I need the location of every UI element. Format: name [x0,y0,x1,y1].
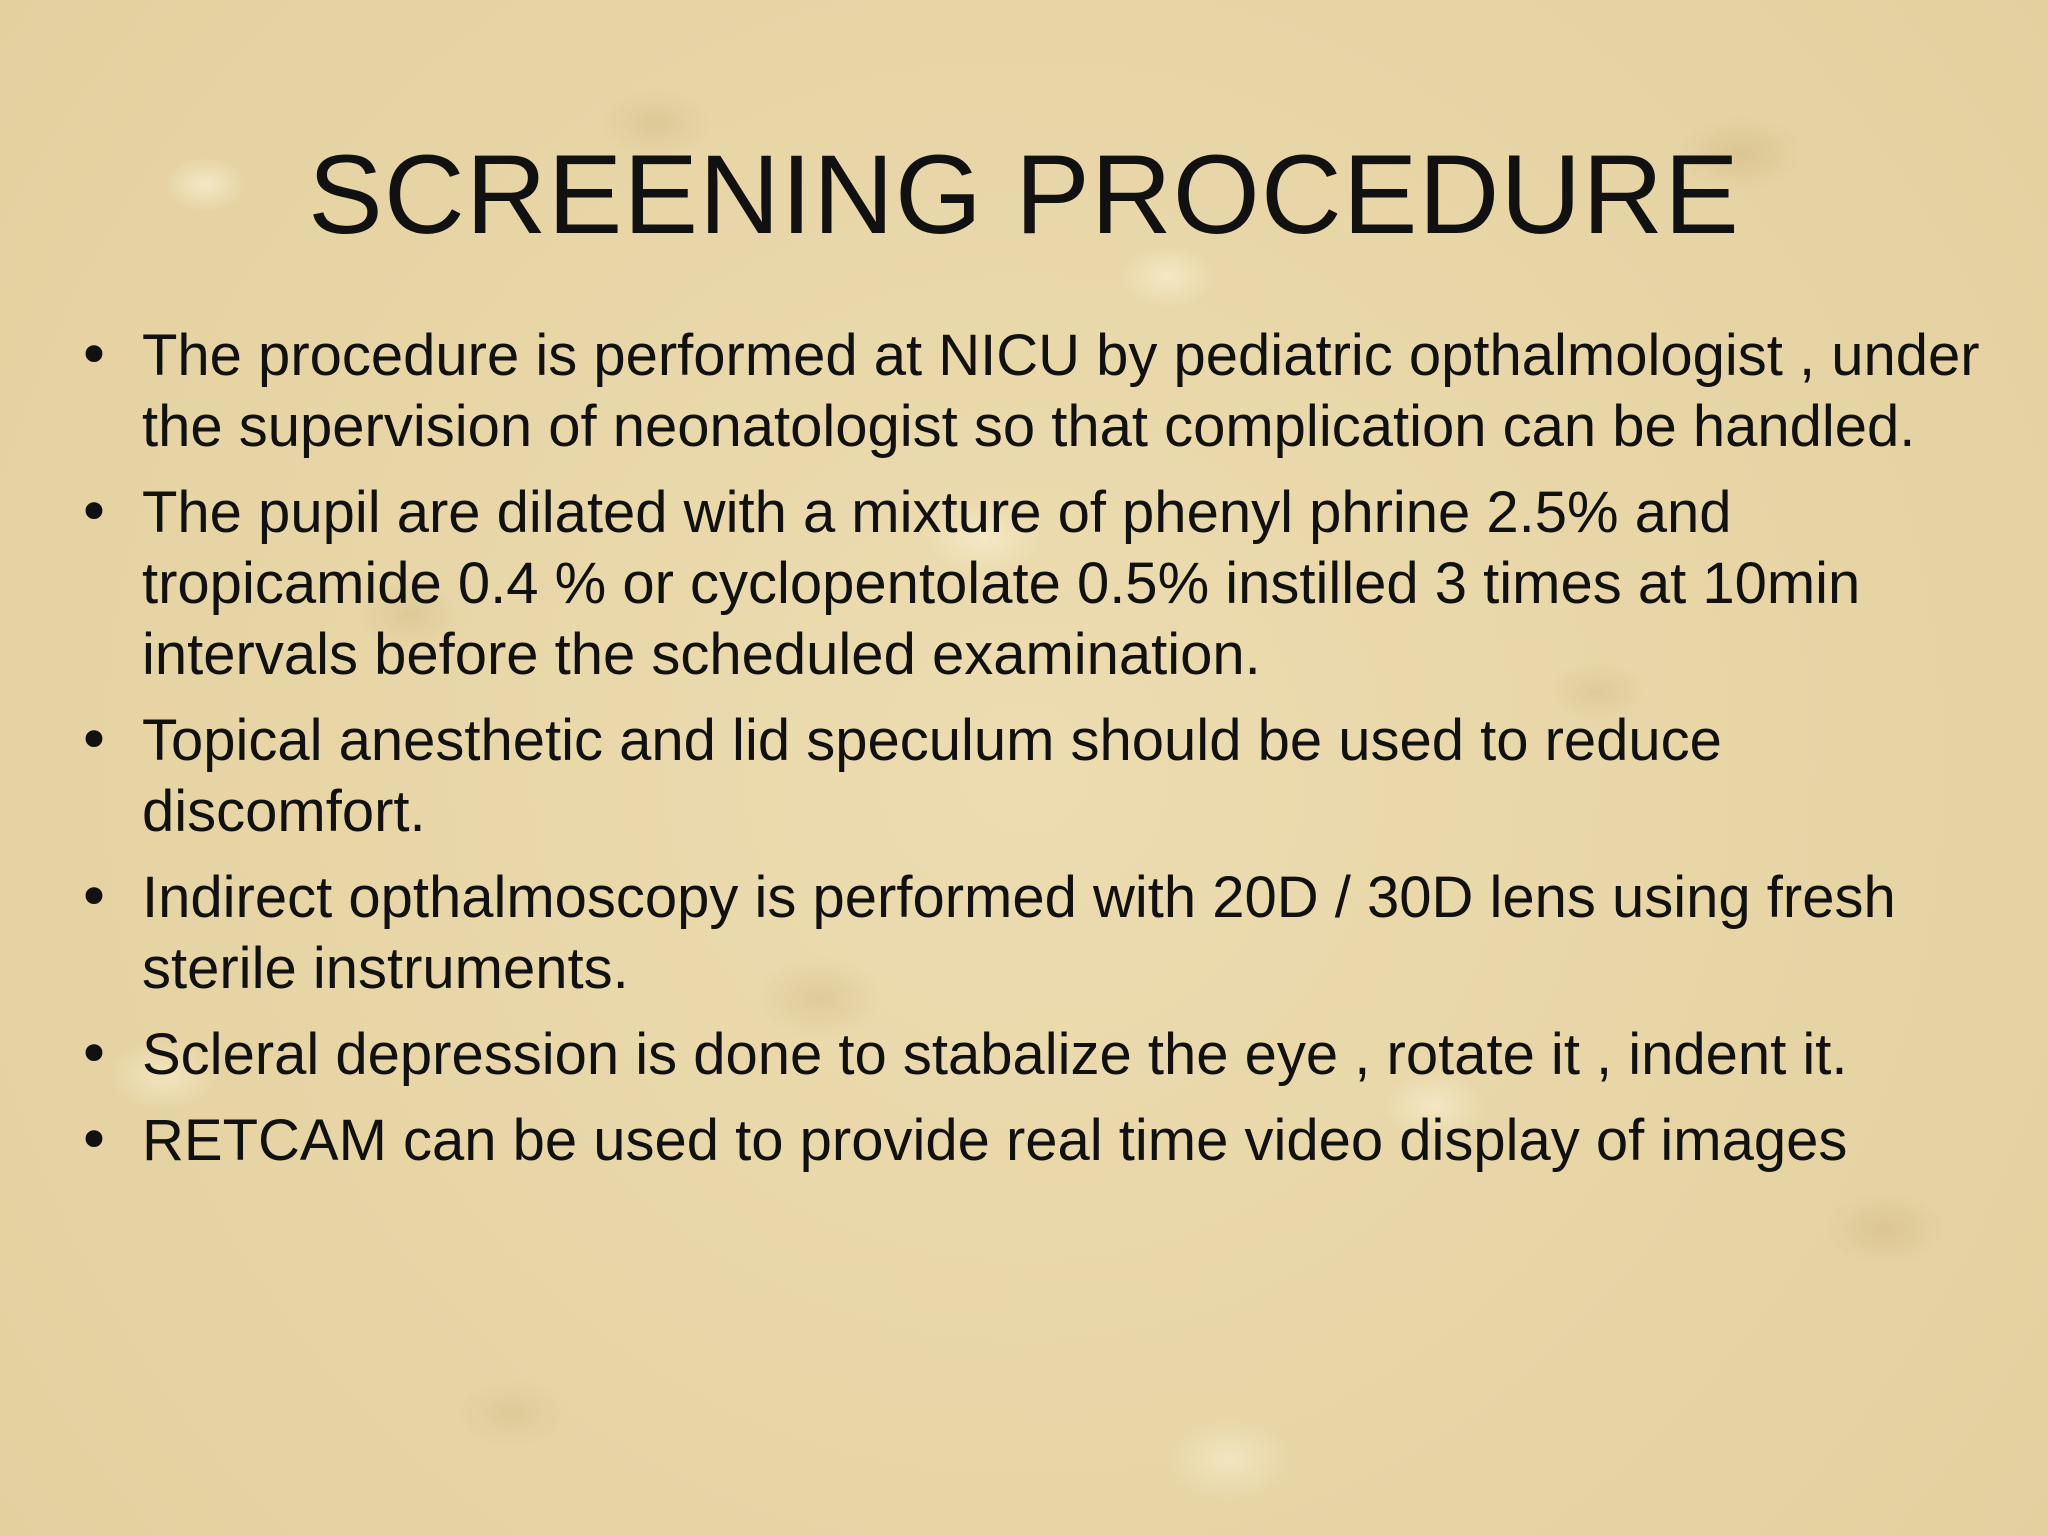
bullet-icon: • [76,706,112,774]
bullet-item [74,320,1994,462]
bullet-text: RETCAM can be used to provide real time video display of images [142,1108,1848,1173]
bullet-icon: • [76,478,112,546]
bullet-item [74,705,1994,847]
bullet-icon: • [76,321,112,389]
bullet-item [74,477,1994,690]
bullet-text: The procedure is performed at NICU by pediatric opthalmologist , under the supervision of neonatologist so that complication can be handled. [142,323,1980,459]
bullet-text: Scleral depression is done to stabalize the eye , rotate it , indent it. [142,1022,1848,1087]
bullet-icon: • [76,1106,112,1174]
bullet-item [74,1019,1994,1090]
bullet-item [74,862,1994,1004]
bullet-item [74,1105,1994,1176]
slide-title: SCREENING PROCEDURE [308,132,1740,257]
bullet-icon: • [76,863,112,931]
bullet-icon: • [76,1020,112,1088]
bullet-list [74,320,1994,1191]
bullet-text: The pupil are dilated with a mixture of phenyl phrine 2.5% and tropicamide 0.4 % or cyclopentolate 0.5% instilled 3 times at 10min intervals before the scheduled examination. [142,480,1861,687]
bullet-text: Indirect opthalmoscopy is performed with 20D / 30D lens using fresh sterile instruments. [142,865,1896,1001]
bullet-text: Topical anesthetic and lid speculum should be used to reduce discomfort. [142,708,1722,844]
